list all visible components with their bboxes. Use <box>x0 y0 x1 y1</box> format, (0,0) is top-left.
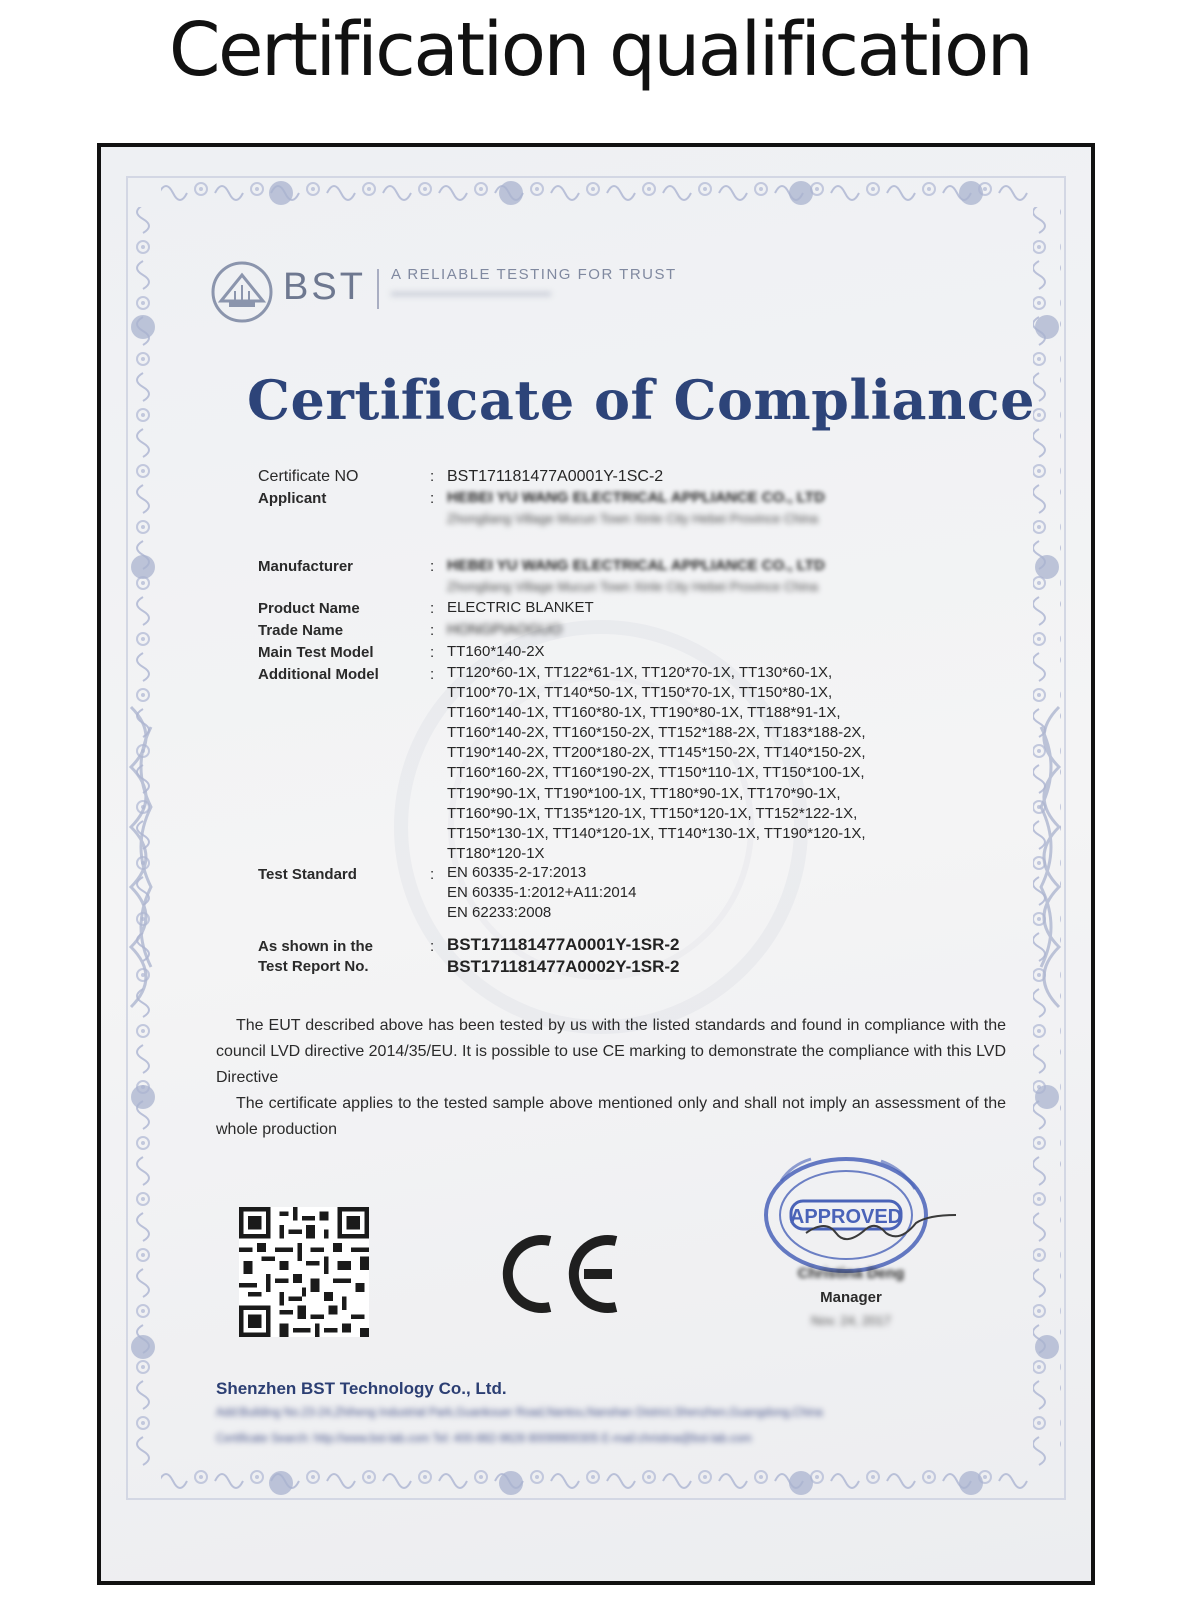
model-line: TT180*120-1X <box>447 844 545 862</box>
brand-tagline: A RELIABLE TESTING FOR TRUST <box>391 266 677 283</box>
test-report-no-1: BST171181477A0001Y-1SR-2 <box>447 935 680 954</box>
qr-code-icon <box>239 1207 369 1337</box>
bst-logo-text: BST <box>283 266 366 308</box>
logo-divider <box>377 269 379 309</box>
svg-text:APPROVED: APPROVED <box>789 1206 903 1228</box>
footer-address: Add:Building No.23-24,Zhiheng Industrial Park,Guankouer Road,Nantou,Nanshan District,Shenzhen,Guangdong,China <box>216 1407 823 1419</box>
certificate-no-value: BST171181477A0001Y-1SC-2 <box>447 468 664 485</box>
model-line: TT100*70-1X, TT140*50-1X, TT150*70-1X, TT150*80-1X, <box>447 684 833 702</box>
test-standard-list <box>447 863 636 923</box>
footer-contact: Certificate Search: http://www.bst-lab.com Tel: 400-882-9628 80099900305 E-mail:christina@bst-lab.com <box>216 1433 752 1445</box>
model-line: TT150*130-1X, TT140*120-1X, TT140*130-1X, TT190*120-1X, <box>447 824 866 842</box>
model-line: TT190*90-1X, TT190*100-1X, TT180*90-1X, TT170*90-1X, <box>447 784 841 802</box>
main-test-model-value: TT160*140-2X <box>447 643 545 660</box>
applicant-address: Zhongliang Village Mucun Town Xinle City Hebei Province China <box>447 511 818 526</box>
field-colon: : <box>430 622 435 639</box>
field-colon: : <box>430 938 435 955</box>
product-name-label: Product Name <box>258 600 360 617</box>
signer-name: Christina Deng <box>797 1265 905 1282</box>
sign-date: Nov. 24, 2017 <box>811 1313 891 1328</box>
field-colon: : <box>430 490 435 507</box>
standard-line: EN 62233:2008 <box>447 904 552 922</box>
applicant-name: HEBEI YU WANG ELECTRICAL APPLIANCE CO., LTD <box>447 489 825 506</box>
model-line: TT160*90-1X, TT135*120-1X, TT150*120-1X, TT152*122-1X, <box>447 804 858 822</box>
page-heading: Certification qualification <box>168 7 1032 93</box>
main-test-model-label: Main Test Model <box>258 644 374 661</box>
test-report-label-line2: Test Report No. <box>258 958 369 975</box>
model-line: TT160*140-2X, TT160*150-2X, TT152*188-2X, TT183*188-2X, <box>447 724 866 742</box>
test-standard-label: Test Standard <box>258 866 357 883</box>
ce-mark-icon <box>488 1229 628 1319</box>
field-colon: : <box>430 468 435 485</box>
product-name-value: ELECTRIC BLANKET <box>447 599 594 616</box>
model-line: TT190*140-2X, TT200*180-2X, TT145*150-2X, TT140*150-2X, <box>447 744 866 762</box>
field-colon: : <box>430 600 435 617</box>
manufacturer-name: HEBEI YU WANG ELECTRICAL APPLIANCE CO., LTD <box>447 557 825 574</box>
certificate-no-label: Certificate NO <box>258 468 359 485</box>
field-colon: : <box>430 558 435 575</box>
field-colon: : <box>430 866 435 883</box>
signature-icon <box>801 1207 961 1247</box>
additional-model-list <box>447 663 866 864</box>
trade-name-label: Trade Name <box>258 622 344 639</box>
footer-company: Shenzhen BST Technology Co., Ltd. <box>216 1379 507 1398</box>
model-line: TT160*140-1X, TT160*80-1X, TT190*80-1X, TT188*91-1X, <box>447 704 841 722</box>
manufacturer-address: Zhongliang Village Mucun Town Xinle City Hebei Province China <box>447 579 818 594</box>
field-colon: : <box>430 666 435 683</box>
compliance-statement: The EUT described above has been tested by us with the listed standards and found in compliance with the council LVD directive 2014/35/EU. It is possible to use CE marking to demonstrate the compliance with this LVD Directive <box>216 1017 1007 1086</box>
trade-name-value: HONGPIAOGUO <box>447 621 563 638</box>
applicant-label: Applicant <box>258 490 327 507</box>
certificate-title: Certificate of Compliance <box>247 368 1035 432</box>
manufacturer-label: Manufacturer <box>258 558 354 575</box>
bst-logo-icon <box>211 261 273 323</box>
standard-line: EN 60335-2-17:2013 <box>447 864 587 881</box>
model-line: TT160*160-2X, TT160*190-2X, TT150*110-1X, TT150*100-1X, <box>447 764 865 782</box>
field-colon: : <box>430 644 435 661</box>
test-report-label-line1: As shown in the <box>258 938 374 955</box>
additional-model-label: Additional Model <box>258 666 379 683</box>
test-report-no-2: BST171181477A0002Y-1SR-2 <box>447 957 680 976</box>
tagline-subtext <box>391 292 551 296</box>
scope-statement: The certificate applies to the tested sample above mentioned only and shall not imply an assessment of the whole production <box>216 1095 1006 1138</box>
signer-title: Manager <box>820 1289 882 1306</box>
standard-line: EN 60335-1:2012+A11:2014 <box>447 884 637 902</box>
certificate-document <box>97 143 1095 1585</box>
model-line: TT120*60-1X, TT122*61-1X, TT120*70-1X, TT130*60-1X, <box>447 664 833 681</box>
